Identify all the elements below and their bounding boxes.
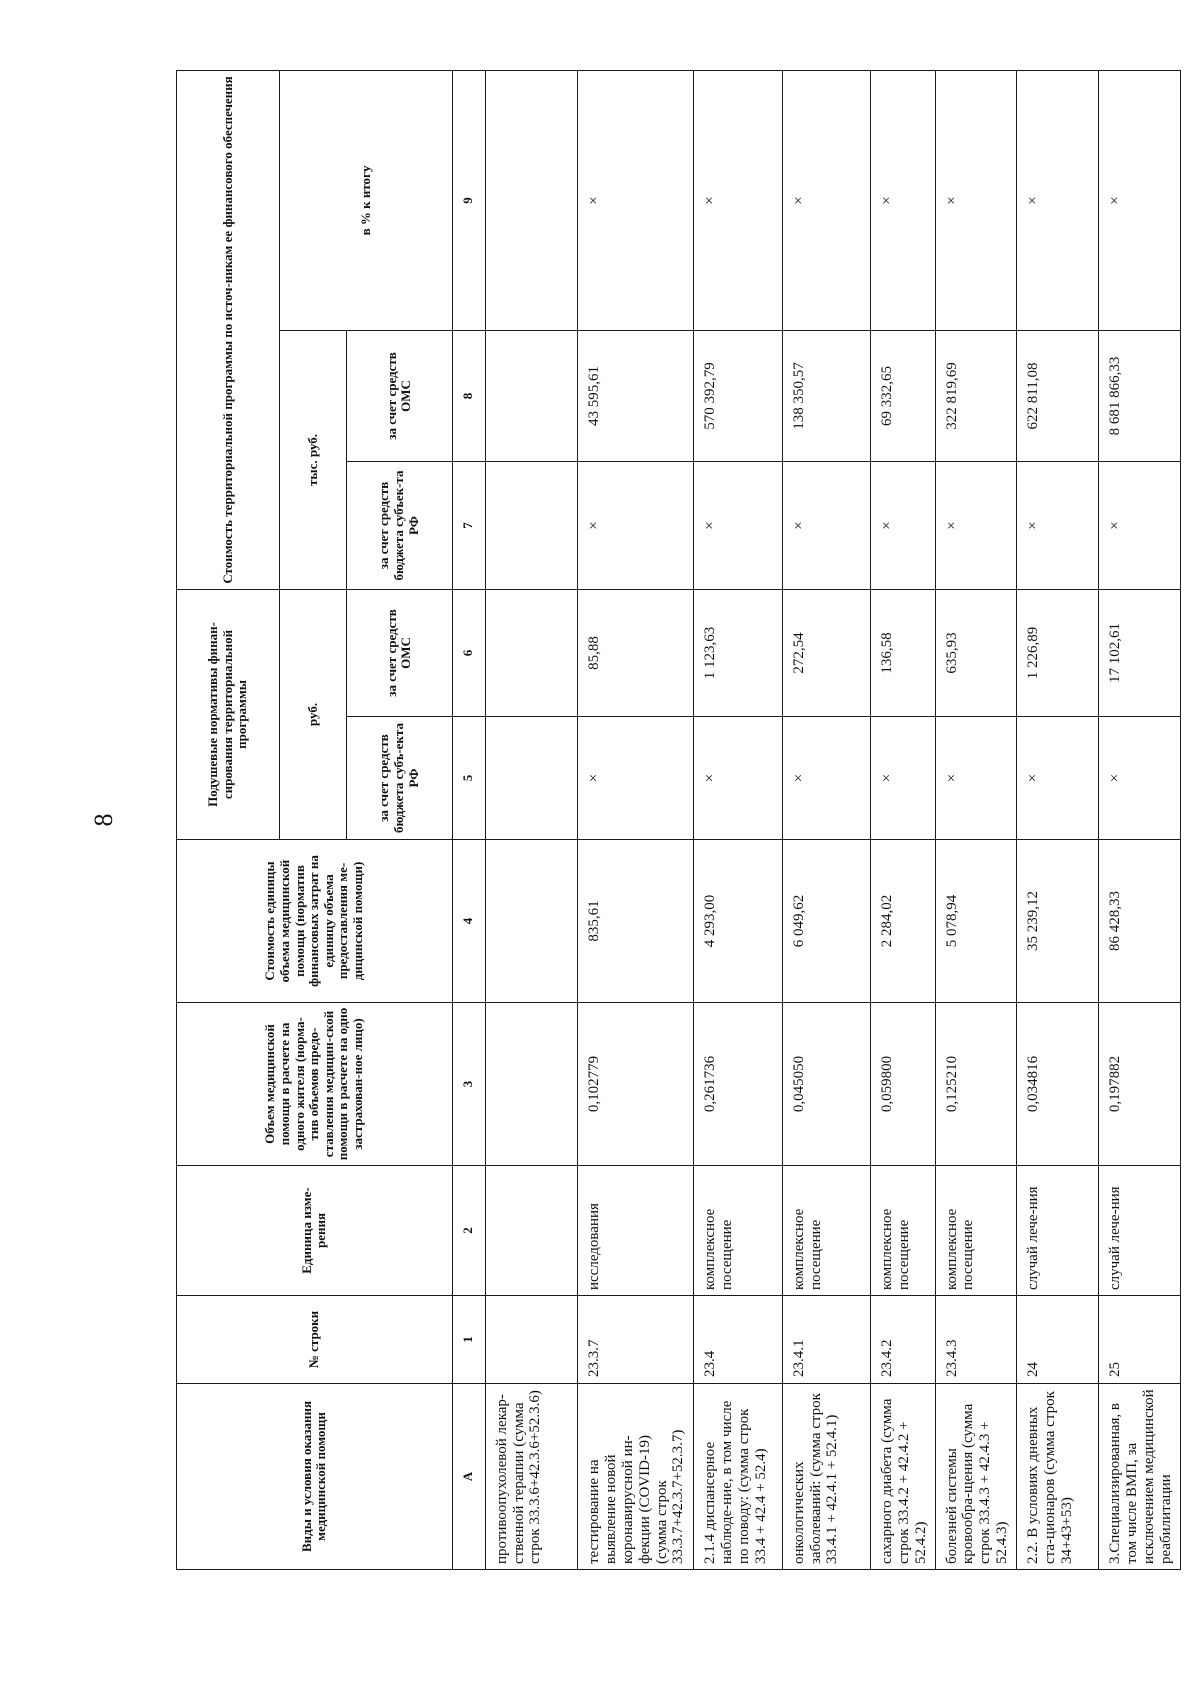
cell-service-type: тестирование на выявление новой коронавирусной ин-фекции (COVID-19) (сумма строк 33.3.7+42.3.7+52.3.7) [578,1384,694,1570]
table-row [485,70,578,1569]
cell-cost-oms: 622 811,08 [1017,330,1099,461]
cell-unit-cost: 35 239,12 [1017,840,1099,1003]
cell-norm-oms: 635,93 [935,589,1016,716]
cell-volume: 0,059800 [871,1003,935,1166]
cell-percent: × [871,70,935,330]
cell-unit-cost [485,840,578,1003]
cell-service-type: онкологических заболеваний: (сумма строк 33.4.1 + 42.4.1 + 52.4.1) [782,1384,871,1570]
cell-unit: случай лече-ния [1017,1166,1099,1296]
cell-unit-cost: 2 284,02 [871,840,935,1003]
cell-unit-cost: 6 049,62 [782,840,871,1003]
header-col-a: Виды и условия оказания медицинской помощи [177,1384,453,1570]
header-group-norm: Подушевые нормативы финан-сирования территориальной программы [177,589,280,839]
table-row [694,70,783,1569]
column-number: 6 [452,589,485,716]
cell-percent [485,70,578,330]
column-number: 3 [452,1003,485,1166]
cell-cost-oms: 322 819,69 [935,330,1016,461]
cell-cost-budget: × [694,461,783,589]
cell-cost-oms: 570 392,79 [694,330,783,461]
cell-line-number: 23.3.7 [578,1296,694,1384]
cell-unit-cost: 5 078,94 [935,840,1016,1003]
cell-service-type: сахарного диабета (сумма строк 33.4.2 + 42.4.2 + 52.4.2) [871,1384,935,1570]
cell-percent: × [782,70,871,330]
cell-norm-oms: 85,88 [578,589,694,716]
cell-norm-budget: × [1017,717,1099,840]
cell-unit-cost: 835,61 [578,840,694,1003]
cell-cost-budget: × [1017,461,1099,589]
cell-cost-budget: × [871,461,935,589]
cell-norm-budget: × [1099,717,1181,840]
cell-norm-oms: 1 226,89 [1017,589,1099,716]
header-col-1: № строки [177,1296,453,1384]
table-row [1017,70,1099,1569]
cell-unit: комплексное посещение [871,1166,935,1296]
cell-norm-oms: 136,58 [871,589,935,716]
cell-line-number: 24 [1017,1296,1099,1384]
cell-norm-budget [485,717,578,840]
table-row [782,70,871,1569]
cell-unit: комплексное посещение [782,1166,871,1296]
cell-unit [485,1166,578,1296]
cell-service-type: болезней системы кровообра-щения (сумма строк 33.4.3 + 42.4.3 + 52.4.3) [935,1384,1016,1570]
header-cost-unit: тыс. руб. [279,330,346,589]
cell-percent: × [935,70,1016,330]
column-number: 4 [452,840,485,1003]
cell-unit: исследования [578,1166,694,1296]
cell-percent: × [1099,70,1181,330]
cell-norm-budget: × [694,717,783,840]
rotated-table-container [176,71,1181,1570]
header-norm-unit: руб. [279,589,346,839]
cell-volume: 0,045050 [782,1003,871,1166]
cell-line-number: 23.4 [694,1296,783,1384]
cell-norm-oms: 1 123,63 [694,589,783,716]
header-row-1 [177,70,280,1569]
cell-volume [485,1003,578,1166]
cell-unit: случай лече-ния [1099,1166,1181,1296]
cell-norm-budget: × [871,717,935,840]
cell-cost-oms [485,330,578,461]
cell-cost-oms: 69 332,65 [871,330,935,461]
cell-norm-oms: 272,54 [782,589,871,716]
header-col-8: за счет средств ОМС [346,330,452,461]
cell-volume: 0,034816 [1017,1003,1099,1166]
table-row [935,70,1016,1569]
cell-cost-oms: 43 595,61 [578,330,694,461]
financing-table [176,70,1181,1570]
page-number: 8 [89,813,118,827]
column-number: А [452,1384,485,1570]
cell-unit-cost: 86 428,33 [1099,840,1181,1003]
cell-volume: 0,125210 [935,1003,1016,1166]
cell-cost-oms: 138 350,57 [782,330,871,461]
cell-cost-budget: × [782,461,871,589]
cell-unit: комплексное посещение [935,1166,1016,1296]
header-col-7: за счет средств бюджета субъек-та РФ [346,461,452,589]
cell-cost-budget: × [935,461,1016,589]
cell-volume: 0,261736 [694,1003,783,1166]
header-group-cost: Стоимость территориальной программы по источ-никам ее финансового обеспечения [177,70,280,589]
cell-cost-budget [485,461,578,589]
cell-norm-budget: × [935,717,1016,840]
column-number: 2 [452,1166,485,1296]
cell-cost-budget: × [578,461,694,589]
column-number: 7 [452,461,485,589]
cell-service-type: 2.2. В условиях дневных ста-ционаров (сумма строк 34+43+53) [1017,1384,1099,1570]
cell-percent: × [694,70,783,330]
header-col-2: Единица изме-рения [177,1166,453,1296]
table-row [578,70,694,1569]
column-number: 8 [452,330,485,461]
header-col-6: за счет средств ОМС [346,589,452,716]
header-col-4: Стоимость единицы объема медицинской помощи (норматив финансовых затрат на единицу объема предоставления ме-дицинской помощи) [177,840,453,1003]
cell-norm-budget: × [782,717,871,840]
cell-line-number: 23.4.2 [871,1296,935,1384]
cell-unit-cost: 4 293,00 [694,840,783,1003]
table-row [871,70,935,1569]
cell-line-number [485,1296,578,1384]
column-number-row [452,70,485,1569]
cell-volume: 0,197882 [1099,1003,1181,1166]
cell-line-number: 25 [1099,1296,1181,1384]
header-col-5: за счет средств бюджета субъ-екта РФ [346,717,452,840]
column-number: 9 [452,70,485,330]
column-number: 5 [452,717,485,840]
cell-line-number: 23.4.3 [935,1296,1016,1384]
cell-service-type: 3.Специализированная, в том числе ВМП, за исключением медицинской реабилитации [1099,1384,1181,1570]
cell-service-type: противоопухолевой лекар-ственной терапии (сумма строк 33.3.6+42.3.6+52.3.6) [485,1384,578,1570]
cell-unit: комплексное посещение [694,1166,783,1296]
cell-norm-oms [485,589,578,716]
cell-cost-oms: 8 681 866,33 [1099,330,1181,461]
header-col-9: в % к итогу [279,70,452,330]
cell-norm-budget: × [578,717,694,840]
cell-percent: × [1017,70,1099,330]
cell-line-number: 23.4.1 [782,1296,871,1384]
cell-norm-oms: 17 102,61 [1099,589,1181,716]
header-col-3: Объем медицинской помощи в расчете на одного жителя (норма-тив объемов предо-ставления медицин-ской помощи в расчете на одно застрахован-ное лицо) [177,1003,453,1166]
cell-cost-budget: × [1099,461,1181,589]
cell-service-type: 2.1.4 диспансерное наблюде-ние, в том числе по поводу: (сумма строк 33.4 + 42.4 + 52.4) [694,1384,783,1570]
cell-percent: × [578,70,694,330]
cell-volume: 0,102779 [578,1003,694,1166]
column-number: 1 [452,1296,485,1384]
table-row [1099,70,1181,1569]
